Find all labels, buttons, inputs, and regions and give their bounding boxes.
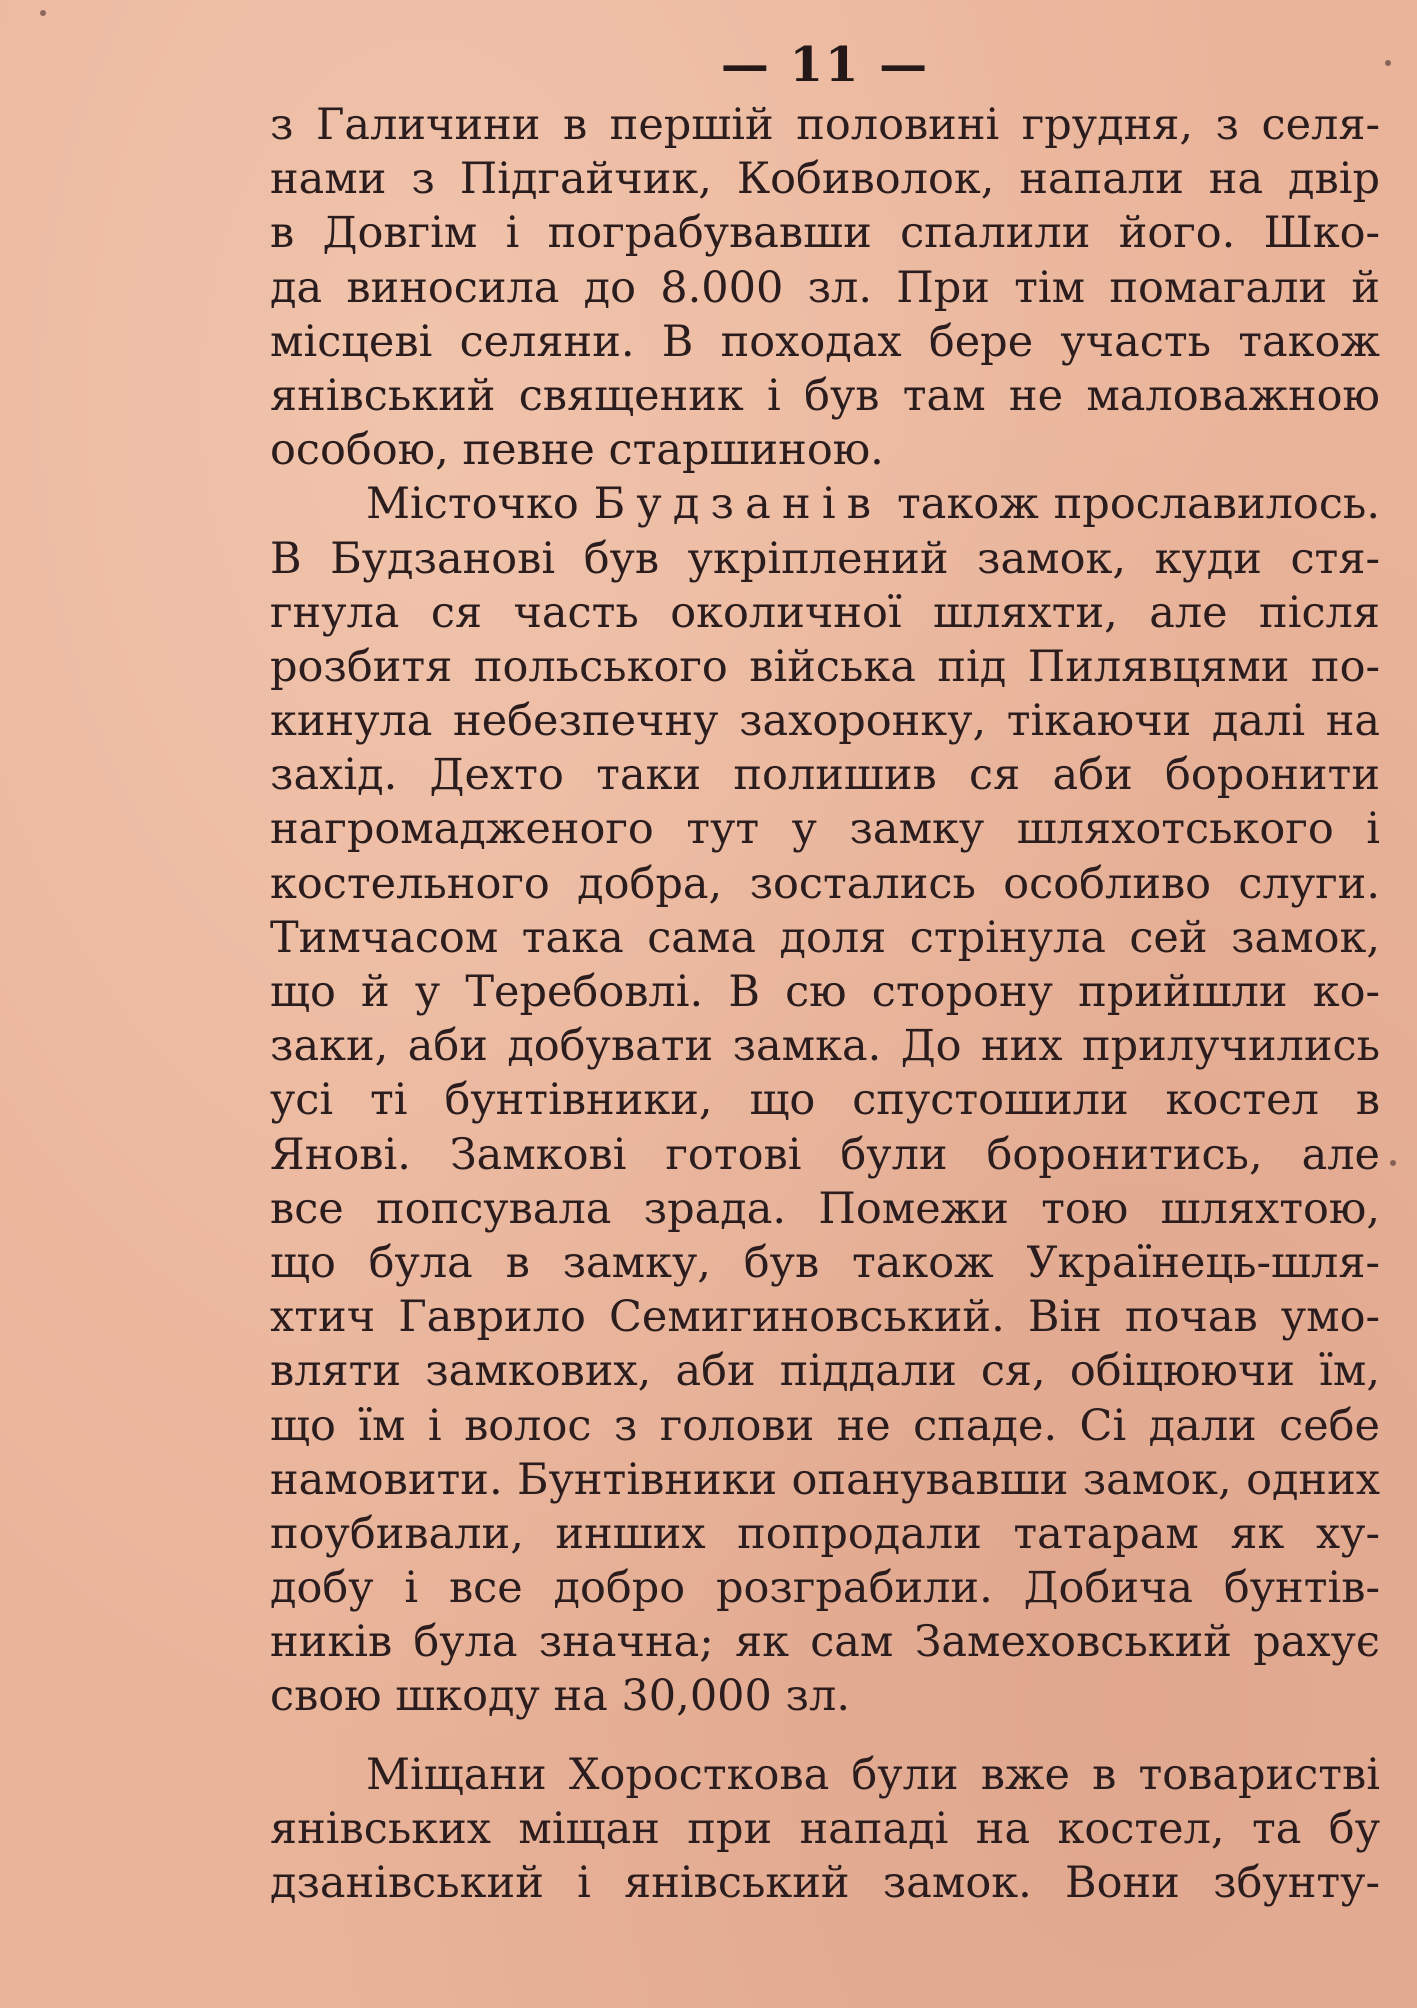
text-line: Янові. Замкові готові були боронитись, але <box>270 1129 1380 1180</box>
text-line: нагромадженого тут у замку шляхотського і <box>270 804 1380 855</box>
text-line: Тимчасом така сама доля стрінула сей замок, <box>270 912 1380 963</box>
text-line: да виносила до 8.000 зл. При тім помагали й <box>270 262 1380 313</box>
text-line: усі ті бунтівники, що спустошили костел в <box>270 1075 1380 1126</box>
page-number: — 11 — <box>720 37 930 93</box>
text-line: поубивали, инших попродали татарам як ху- <box>270 1508 1380 1559</box>
text-line: дзанівський і янівський замок. Вони збунту- <box>270 1858 1380 1908</box>
text-line: костельного добра, зостались особливо слуги. <box>270 858 1380 909</box>
text-line: заки, аби добувати замка. До них прилучились <box>270 1021 1380 1072</box>
book-page <box>270 36 1380 1910</box>
text-line: гнула ся часть околичної шляхти, але після <box>270 587 1380 638</box>
paragraph-3 <box>270 1748 1380 1911</box>
text-line: все попсувала зрада. Помежи тою шляхтою, <box>270 1183 1380 1234</box>
text-run: Місточко <box>366 479 594 530</box>
text-line: янівських міщан при нападі на костел, та бу <box>270 1803 1380 1854</box>
text-line-first <box>270 477 1380 531</box>
text-line: намовити. Бунтівники опанувавши замок, одних <box>270 1454 1380 1505</box>
text-line: захід. Дехто таки полишив ся аби боронити <box>270 750 1380 801</box>
text-line: в Довгім і пограбувавши спалили його. Шко- <box>270 208 1380 259</box>
text-line: що й у Теребовлі. В сю сторону прийшли ко- <box>270 967 1380 1017</box>
text-line: добу і все добро розграбили. Добича бунтів- <box>270 1563 1380 1614</box>
text-line: нами з Підгайчик, Кобиволок, напали на двір <box>270 154 1380 205</box>
place-name-spaced: Будзанів <box>593 479 883 530</box>
text-line: що була в замку, був також Українець-шля- <box>270 1237 1380 1288</box>
text-line: янівський священик і був там не маловажною <box>270 370 1380 421</box>
text-line: розбитя польського війська під Пилявцями по- <box>270 641 1380 692</box>
text-line: В Будзанові був укріплений замок, куди стя- <box>270 533 1380 584</box>
text-line: місцеві селяни. В походах бере участь також <box>270 316 1380 367</box>
paragraph-2 <box>270 477 1380 1723</box>
paragraph-1 <box>270 98 1380 477</box>
text-line: кинула небезпечну захоронку, тікаючи далі на <box>270 696 1380 747</box>
text-line: вляти замкових, аби піддали ся, обіцюючи їм, <box>270 1346 1380 1397</box>
text-line: що їм і волос з голови не спаде. Сі дали себе <box>270 1400 1380 1451</box>
text-line: з Галичини в першій половині грудня, з селя- <box>270 100 1380 150</box>
text-line: особою, певне старшиною. <box>270 425 884 476</box>
text-line: свою шкоду на 30,000 зл. <box>270 1671 850 1722</box>
text-line: Міщани Хоросткова були вже в товаристві <box>366 1749 1380 1800</box>
text-line: хтич Гаврило Семигиновський. Він почав умо- <box>270 1292 1380 1343</box>
text-run: також прославилось. <box>882 479 1380 530</box>
text-line: ників була значна; як сам Замеховський рахує <box>270 1617 1380 1668</box>
